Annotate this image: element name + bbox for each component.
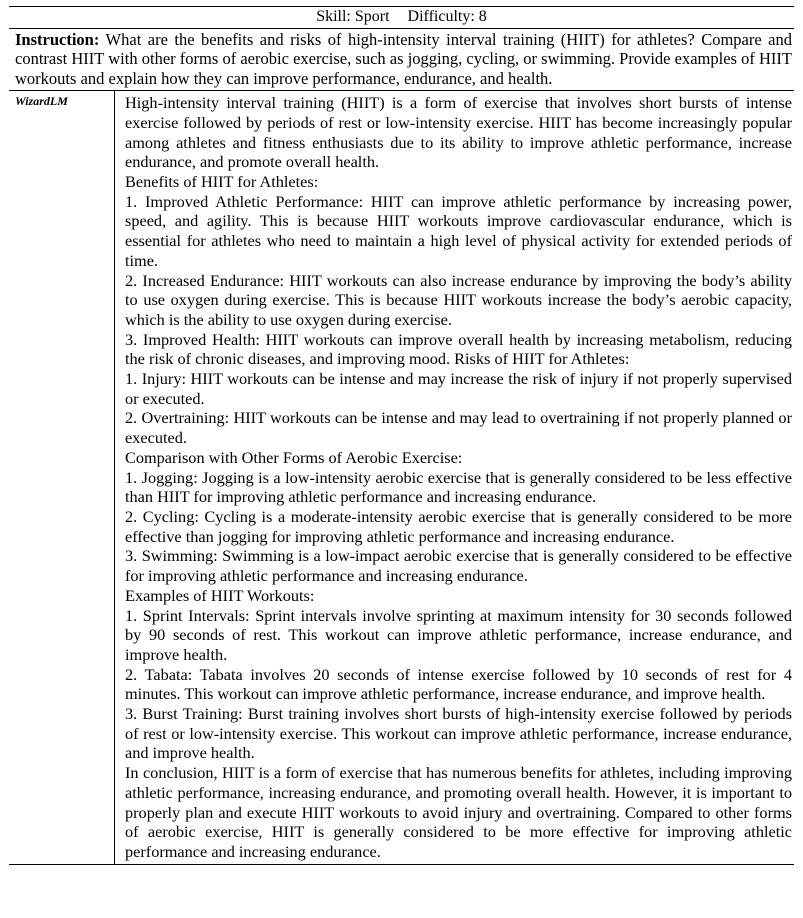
response-paragraph: High-intensity interval training (HIIT) is a form of exercise that involves short bursts of intense exercise followed by periods of rest or low-intensity exercise. HIIT has become increasingly popular among athletes and fitness enthusiasts due to its ability to improve athletic performance, increase endurance, and promote overall health.	[125, 93, 792, 172]
response-paragraph: 2. Cycling: Cycling is a moderate-intensity aerobic exercise that is generally considered to be more effective than jogging for improving athletic performance and increasing endurance.	[125, 506, 792, 546]
difficulty-label: Difficulty: 8	[407, 8, 487, 25]
response-row	[9, 91, 794, 864]
response-paragraph: 1. Jogging: Jogging is a low-intensity aerobic exercise that is generally considered to be less effective than HIIT for improving athletic performance and increasing endurance.	[125, 467, 792, 507]
response-paragraph: 1. Injury: HIIT workouts can be intense and may increase the risk of injury if not properly supervised or executed.	[125, 369, 792, 408]
response-paragraph: 2. Tabata: Tabata involves 20 seconds of intense exercise followed by 10 seconds of rest for 4 minutes. This workout can improve athletic performance, increase endurance, and improve health.	[125, 664, 792, 704]
response-paragraph: Benefits of HIIT for Athletes:	[125, 172, 319, 192]
instruction-block	[9, 29, 794, 90]
response-paragraph: In conclusion, HIIT is a form of exercise that has numerous benefits for athletes, including improving athletic performance, increasing endurance, and promoting overall health. However, it is important to properly plan and execute HIIT workouts to avoid injury and overtraining. Compared to other forms of aerobic exercise, HIIT is generally considered to be more effective for improving athletic performance and increasing endurance.	[125, 763, 792, 861]
response-paragraph: Examples of HIIT Workouts:	[125, 585, 315, 605]
instruction-label: Instruction:	[15, 30, 100, 49]
instruction-text: What are the benefits and risks of high-intensity interval training (HIIT) for athletes? Compare and contrast HIIT with other forms of aerobic exercise, such as jogging, cycling, or swimming. Provide examples of HIIT workouts and explain how they can improve performance, endurance, and health.	[15, 30, 792, 88]
response-paragraph: 1. Improved Athletic Performance: HIIT can improve athletic performance by increasing power, speed, and agility. This is because HIIT workouts improve cardiovascular endurance, which is essential for athletes who need to maintain a high level of physical activity for extended periods of time.	[125, 191, 792, 270]
response-paragraph: 1. Sprint Intervals: Sprint intervals involve sprinting at maximum intensity for 30 seconds followed by 90 seconds of rest. This workout can improve athletic performance, increase endurance, and improve health.	[125, 605, 792, 664]
response-paragraph: 3. Swimming: Swimming is a low-impact aerobic exercise that is generally considered to be effective for improving athletic performance and increasing endurance.	[125, 546, 792, 586]
example-table	[9, 6, 794, 865]
skill-label: Skill: Sport	[316, 8, 390, 25]
response-paragraph: 2. Overtraining: HIIT workouts can be intense and may lead to overtraining if not properly planned or executed.	[125, 408, 792, 448]
response-body	[115, 91, 794, 863]
model-name: WizardLM	[9, 91, 115, 863]
response-paragraph: 2. Increased Endurance: HIIT workouts can also increase endurance by improving the body’s ability to use oxygen during exercise. This is because HIIT workouts increase the body’s aerobic capacity, which is the ability to use oxygen during exercise.	[125, 270, 792, 329]
table-header	[9, 7, 794, 28]
response-paragraph: Comparison with Other Forms of Aerobic Exercise:	[125, 447, 463, 467]
response-paragraph: 3. Improved Health: HIIT workouts can improve overall health by increasing metabolism, reducing the risk of chronic diseases, and improving mood. Risks of HIIT for Athletes:	[125, 329, 792, 369]
response-paragraph: 3. Burst Training: Burst training involves short bursts of high-intensity exercise followed by periods of rest or low-intensity exercise. This workout can improve athletic performance, increase endurance, and improve health.	[125, 704, 792, 763]
